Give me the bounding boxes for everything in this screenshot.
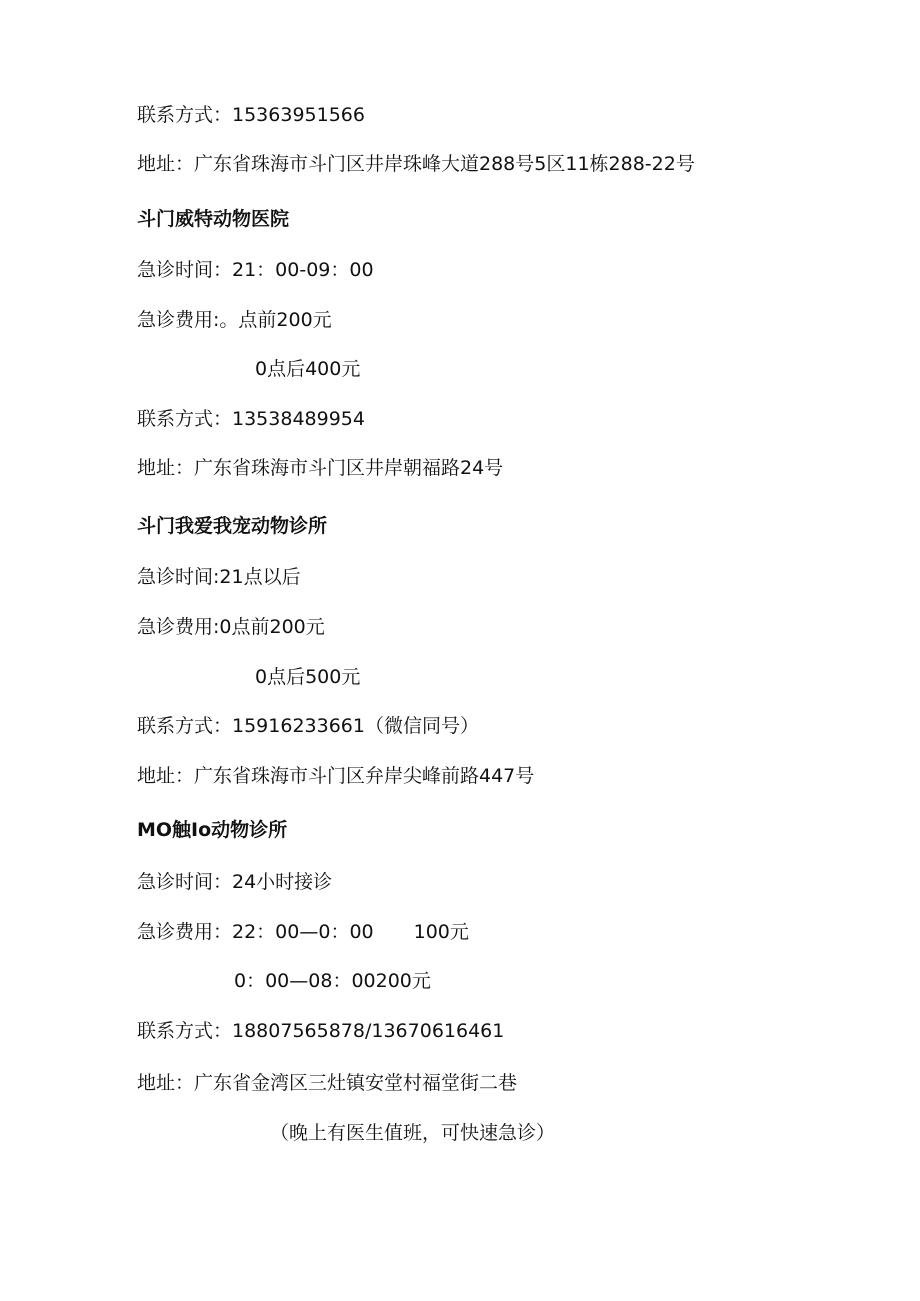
emergency-fee-time-range: 急诊费用：22：00—0：00 [137,921,374,943]
contact-line-mochulo: 联系方式：18807565878/13670616461 [137,1020,505,1042]
address-line-weite: 地址：广东省珠海市斗门区井岸朝福路24号 [137,457,504,479]
emergency-hours-mochulo: 急诊时间：24小时接诊 [137,871,333,893]
emergency-fee-mochulo [137,920,469,944]
clinic-heading-weite: 斗门威特动物医院 [137,208,290,230]
address-line-woaiwochong: 地址：广东省珠海市斗门区弁岸尖峰前路447号 [137,765,535,787]
emergency-hours-woaiwochong: 急诊时间:21点以后 [137,566,301,588]
contact-line-1: 联系方式：15363951566 [137,104,365,126]
clinic-heading-woaiwochong: 斗门我爱我宠动物诊所 [137,515,328,537]
address-line-mochulo: 地址：广东省金湾区三灶镇安堂村福堂街二巷 [137,1072,518,1094]
contact-line-woaiwochong: 联系方式：15916233661（微信同号） [137,715,479,737]
emergency-fee-weite: 急诊费用:。点前200元 [137,309,332,331]
night-duty-note: （晚上有医生值班，可快速急诊） [270,1122,556,1144]
emergency-fee-amount: 100元 [413,921,469,943]
emergency-hours-weite: 急诊时间：21：00-09：00 [137,259,374,281]
contact-line-weite: 联系方式：13538489954 [137,408,365,430]
clinic-heading-mochulo: MO触Io动物诊所 [137,819,288,841]
emergency-fee-weite-2: 0点后400元 [255,358,361,380]
emergency-fee-mochulo-2: 0：00—08：00200元 [234,970,431,992]
emergency-fee-woaiwochong-2: 0点后500元 [255,666,361,688]
address-line-1: 地址：广东省珠海市斗门区井岸珠峰大道288号5区11栋288-22号 [137,153,695,175]
emergency-fee-woaiwochong: 急诊费用:0点前200元 [137,616,325,638]
